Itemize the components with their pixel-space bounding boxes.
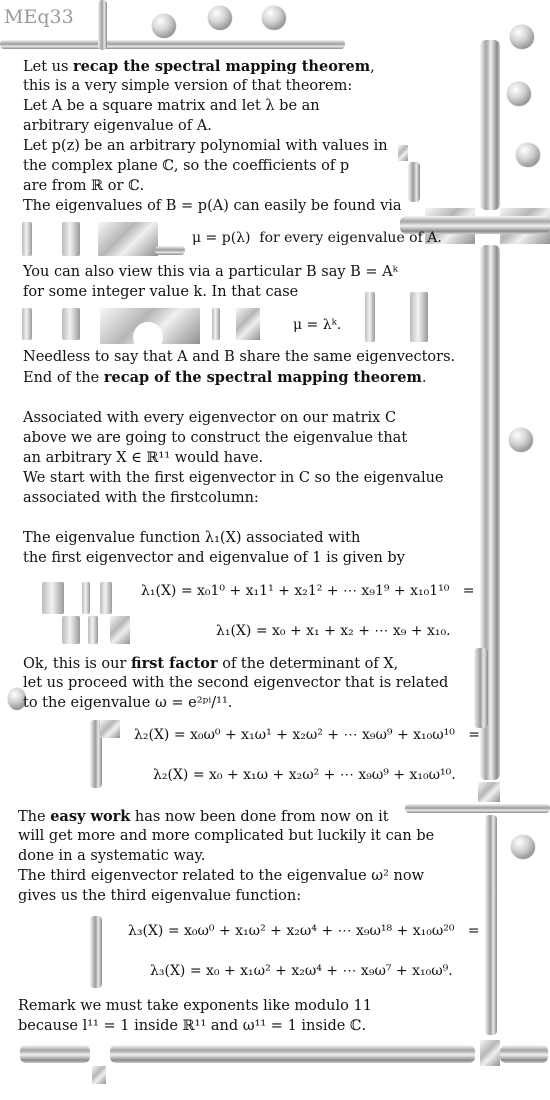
text-line: let us proceed with the second eigenvector that is related xyxy=(23,675,449,691)
text-line: Needless to say that A and B share the same eigenvectors. xyxy=(23,349,456,365)
text-line: the first eigenvector and eigenvalue of 1 is given by xyxy=(23,550,405,566)
equation: λ₁(X) = x₀1⁰ + x₁1¹ + x₂1² + ⋯ x₉1⁹ + x₁₀1¹⁰ = xyxy=(141,583,475,599)
text-line: to the eigenvalue ω = e²ᵖⁱ/¹¹. xyxy=(23,695,233,711)
text-line: gives us the third eigenvalue function: xyxy=(18,888,302,904)
text-line: The eigenvalues of B = p(A) can easily be found via xyxy=(23,198,402,214)
text-line: You can also view this via a particular B say B = Aᵏ xyxy=(23,264,398,280)
text-line: the complex plane ℂ, so the coefficients of p xyxy=(23,158,350,174)
text-line: for some integer value k. In that case xyxy=(23,284,299,300)
text-line: Let p(z) be an arbitrary polynomial with values in xyxy=(23,138,388,154)
text-line: above we are going to construct the eigenvalue that xyxy=(23,430,408,446)
text-line: We start with the first eigenvector in C so the eigenvalue xyxy=(23,470,444,486)
text-line: this is a very simple version of that theorem: xyxy=(23,78,353,94)
text-line: The third eigenvector related to the eigenvalue ω² now xyxy=(18,868,424,884)
text-line: arbitrary eigenvalue of A. xyxy=(23,118,212,134)
text-line: Let us recap the spectral mapping theorem, xyxy=(23,58,375,75)
text-line: associated with the firstcolumn: xyxy=(23,490,259,506)
equation: λ₃(X) = x₀ω⁰ + x₁ω² + x₂ω⁴ + ⋯ x₉ω¹⁸ + x₁₀ω²⁰ = xyxy=(128,923,480,939)
text-line: will get more and more complicated but luckily it can be xyxy=(18,828,435,844)
text-line: an arbitrary X ∈ ℝ¹¹ would have. xyxy=(23,450,264,466)
page-title: MEq33 xyxy=(4,6,74,28)
equation: λ₂(X) = x₀ + x₁ω + x₂ω² + ⋯ x₉ω⁹ + x₁₀ω¹⁰. xyxy=(153,767,456,783)
equation: λ₂(X) = x₀ω⁰ + x₁ω¹ + x₂ω² + ⋯ x₉ω⁹ + x₁₀ω¹⁰ = xyxy=(134,727,480,743)
text-line: are from ℝ or ℂ. xyxy=(23,178,145,194)
text-line: The easy work has now been done from now on it xyxy=(18,808,389,825)
equation: μ = p(λ) for every eigenvalue of A. xyxy=(192,230,442,246)
equation: λ₃(X) = x₀ + x₁ω² + x₂ω⁴ + ⋯ x₉ω⁷ + x₁₀ω⁹. xyxy=(150,963,453,979)
text-line: Remark we must take exponents like modulo 11 xyxy=(18,998,372,1014)
text-line: The eigenvalue function λ₁(X) associated with xyxy=(23,530,361,546)
text-line: Associated with every eigenvector on our matrix C xyxy=(23,410,397,426)
text-line: Let A be a square matrix and let λ be an xyxy=(23,98,320,114)
equation: μ = λᵏ. xyxy=(293,317,342,333)
equation: λ₁(X) = x₀ + x₁ + x₂ + ⋯ x₉ + x₁₀. xyxy=(216,623,451,639)
text-line: End of the recap of the spectral mapping theorem. xyxy=(23,369,427,386)
text-line: because l¹¹ = 1 inside ℝ¹¹ and ω¹¹ = 1 inside ℂ. xyxy=(18,1018,367,1034)
text-line: done in a systematic way. xyxy=(18,848,206,864)
text-line: Ok, this is our first factor of the determinant of X, xyxy=(23,655,399,672)
